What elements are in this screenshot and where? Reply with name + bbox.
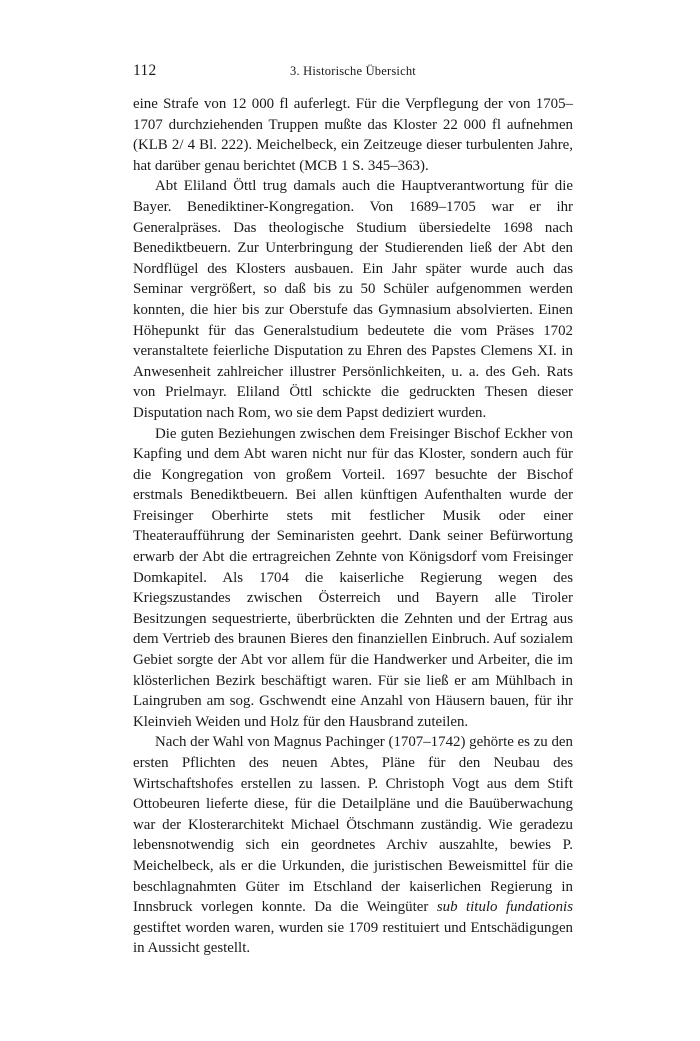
- body-text: [133, 94, 573, 959]
- page-number: 112: [133, 62, 157, 79]
- paragraph-4-text-after: gestiftet worden waren, wurden sie 1709 restituiert und Entschädigungen in Aussicht gestellt.: [133, 919, 573, 957]
- running-title: 3. Historische Übersicht: [290, 64, 416, 78]
- paragraph-1: eine Strafe von 12 000 fl auferlegt. Für die Verpflegung der von 1705–1707 durchziehenden Truppen mußte das Kloster 22 000 fl aufnehmen (KLB 2/ 4 Bl. 222). Meichelbeck, ein Zeitzeuge dieser turbulenten Jahre, hat darüber genau berichtet (MCB 1 S. 345–363).: [133, 96, 573, 174]
- paragraph-3: Die guten Beziehungen zwischen dem Freisinger Bischof Eckher von Kapfing und dem Abt waren nicht nur für das Kloster, sondern auch für die Kongregation von großem Vorteil. 1697 besuchte der Bischof erstmals Benediktbeuern. Bei allen künftigen Aufenthalten wurde der Freisinger Oberhirte stets mit festlicher Musik oder einer Theateraufführung der Seminaristen geehrt. Dank seiner Befürwortung erwarb der Abt die ertragreichen Zehnte von Königsdorf vom Freisinger Domkapitel. Als 1704 die kaiserliche Regierung wegen des Kriegszustandes zwischen Österreich und Bayern alle Tiroler Besitzungen sequestrierte, überbrückten die Zehnten und der Ertrag aus dem Vertrieb des braunen Bieres den finanziellen Einbruch. Auf sozialem Gebiet sorgte der Abt vor allem für die Handwerker und Arbeiter, die im klösterlichen Bezirk beschäftigt waren. Für sie ließ er am Mühlbach in Laingruben am sog. Gschwendt eine Anzahl von Häusern bauen, für ihr Kleinvieh Weiden und Holz für den Hausbrand zuteilen.: [133, 425, 573, 730]
- paragraph-2: Abt Eliland Öttl trug damals auch die Hauptverantwortung für die Bayer. Benediktiner-Kongregation. Von 1689–1705 war er ihr Generalpräses. Das theologische Studium übersiedelte 1698 nach Benediktbeuern. Zur Unterbringung der Studierenden ließ der Abt den Nordflügel des Klosters ausbauen. Ein Jahr später wurde auch das Seminar vergrößert, so daß bis zu 50 Schüler aufgenommen werden konnten, die hier bis zur Oberstufe das Gymnasium absolvierten. Einen Höhepunkt für das Generalstudium bedeutete die vom Präses 1702 veranstaltete feierliche Disputation zu Ehren des Papstes Clemens XI. in Anwesenheit zahlreicher illustrer Persönlichkeiten, u. a. des Geh. Rats von Prielmayr. Eliland Öttl schickte die gedruckten Thesen dieser Disputation nach Rom, wo sie dem Papst dediziert wurden.: [133, 178, 573, 421]
- paragraph-4-text-before: Nach der Wahl von Magnus Pachinger (1707–1742) gehörte es zu den ersten Pflichten des neuen Abtes, Pläne für den Neubau des Wirtschaftshofes erstellen zu lassen. P. Christoph Vogt aus dem Stift Ottobeuren lieferte diese, für die Detailpläne und die Bauüberwachung war der Klosterarchitekt Michael Ötschmann zuständig. Wie geradezu lebensnotwendig sich ein geordnetes Archiv auszahlte, bewies P. Meichelbeck, als er die Urkunden, die juristischen Beweismittel für die beschlagnahmten Güter im Etschland der kaiserlichen Regierung in Innsbruck vorlegen konnte. Da die Weingüter: [133, 734, 573, 916]
- page-header: [133, 62, 573, 82]
- latin-phrase: sub titulo fundationis: [436, 899, 573, 916]
- paragraph-4: [133, 732, 573, 959]
